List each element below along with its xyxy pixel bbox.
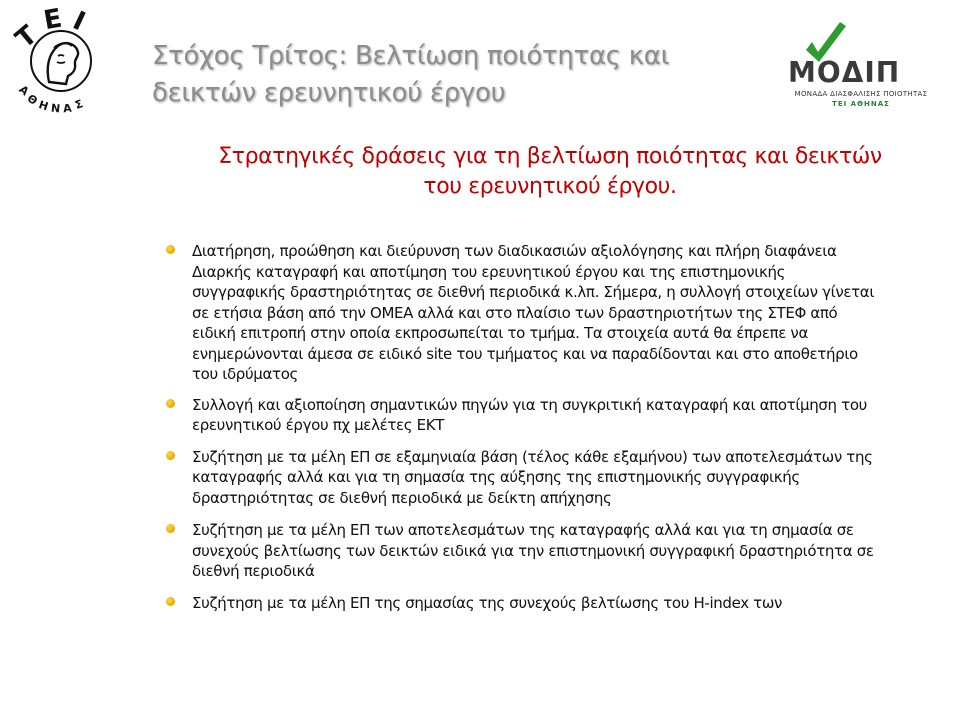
bullet-dot-icon [166, 245, 175, 254]
svg-text:Θ: Θ [25, 91, 40, 108]
bullet-item [166, 593, 936, 614]
bullet-dot-icon [166, 524, 175, 533]
bullet-line: συγγραφικής δραστηριότητας σε διεθνή περιοδικά κ.λπ. Σήμερα, η συλλογή στοιχείων γίνεται [192, 283, 875, 301]
bullet-line: Διαρκής καταγραφή και αποτίμηση του ερευνητικού έργου και της επιστημονικής [192, 262, 786, 281]
svg-text:Ν: Ν [50, 101, 61, 116]
bullet-line: Συζήτηση με τα μέλη ΕΠ σε εξαμηνιαία βάση (τέλος κάθε εξαμήνου) των αποτελεσμάτων της [192, 447, 873, 466]
bullet-line: ειδική επιτροπή στην οποία εκπροσωπείται το τμήμα. Τα στοιχεία αυτά θα έπρεπε να [192, 324, 808, 342]
title-line-2: δεικτών ερευνητικού έργου [152, 78, 506, 108]
bullet-line: Συζήτηση με τα μέλη ΕΠ των αποτελεσμάτων της καταγραφής αλλά και για τη σημασία σε [192, 521, 854, 539]
svg-text:Η: Η [37, 98, 50, 114]
bullet-item [166, 395, 936, 436]
bullet-dot-icon [166, 597, 175, 606]
bullet-list [166, 241, 936, 613]
bullet-line: σε ετήσια βάση από την ΟΜΕΑ αλλά και στο πλαίσιο των δραστηριοτήτων της ΣΤΕΦ από [192, 303, 838, 322]
tei-athens-logo [2, 2, 120, 120]
modip-logo [778, 20, 938, 116]
modip-subtitle: ΜΟΝΑΔΑ ΔΙΑΣΦΑΛΙΣΗΣ ΠΟΙΟΤΗΤΑΣ [794, 90, 928, 98]
bullet-item [166, 447, 936, 509]
svg-text:Α: Α [16, 82, 32, 99]
subtitle-line-2: του ερευνητικού έργου. [423, 174, 677, 199]
svg-text:T: T [10, 20, 44, 55]
bullet-item [166, 520, 936, 582]
modip-wordmark: ΜΟΔΙΠ [788, 56, 901, 89]
bullet-line: Συζήτηση με τα μέλη ΕΠ της σημασίας της συνεχούς βελτίωσης του H-index των [192, 593, 783, 612]
bullet-line: ενημερώνονται άμεσα σε ειδικό site του τμήματος και να παραδίδονται και στο αποθετήριο [192, 344, 858, 363]
bullet-dot-icon [166, 451, 175, 460]
title-line-1: Στόχος Τρίτος: Βελτίωση ποιότητας και [152, 41, 670, 71]
svg-text:I: I [68, 5, 90, 38]
subtitle-line-1: Στρατηγικές δράσεις για τη βελτίωση ποιότητας και δεικτών [218, 144, 882, 169]
modip-subtitle-2: ΤΕΙ ΑΘΗΝΑΣ [832, 100, 890, 108]
bullet-line: δραστηριότητας σε διεθνή περιοδικά με δείκτη απήχησης [192, 488, 612, 507]
bullet-line: συνεχούς βελτίωσης των δεικτών ειδικά για την επιστημονική συγγραφική δραστηριότητα σε [192, 541, 874, 560]
bullet-line: ερευνητικού έργου πχ μελέτες ΕΚΤ [192, 416, 445, 434]
slide-subtitle [190, 142, 910, 202]
bullet-line: διεθνή περιοδικά [192, 562, 315, 580]
bullet-line: του ιδρύματος [192, 365, 299, 383]
svg-text:E: E [41, 3, 65, 37]
slide-title [152, 38, 752, 112]
bullet-line: καταγραφής αλλά και για τη σημασία της αύξησης της επιστημονικής συγγραφικής [192, 468, 800, 486]
svg-text:Σ: Σ [73, 97, 85, 112]
bullet-dot-icon [166, 399, 175, 408]
bullet-item [166, 241, 936, 385]
bullet-line: Διατήρηση, προώθηση και διεύρυνση των διαδικασιών αξιολόγησης και πλήρη διαφάνεια [192, 242, 837, 260]
svg-text:Α: Α [62, 101, 73, 116]
bullet-line: Συλλογή και αξιοποίηση σημαντικών πηγών για τη συγκριτική καταγραφή και αποτίμηση του [192, 395, 867, 414]
